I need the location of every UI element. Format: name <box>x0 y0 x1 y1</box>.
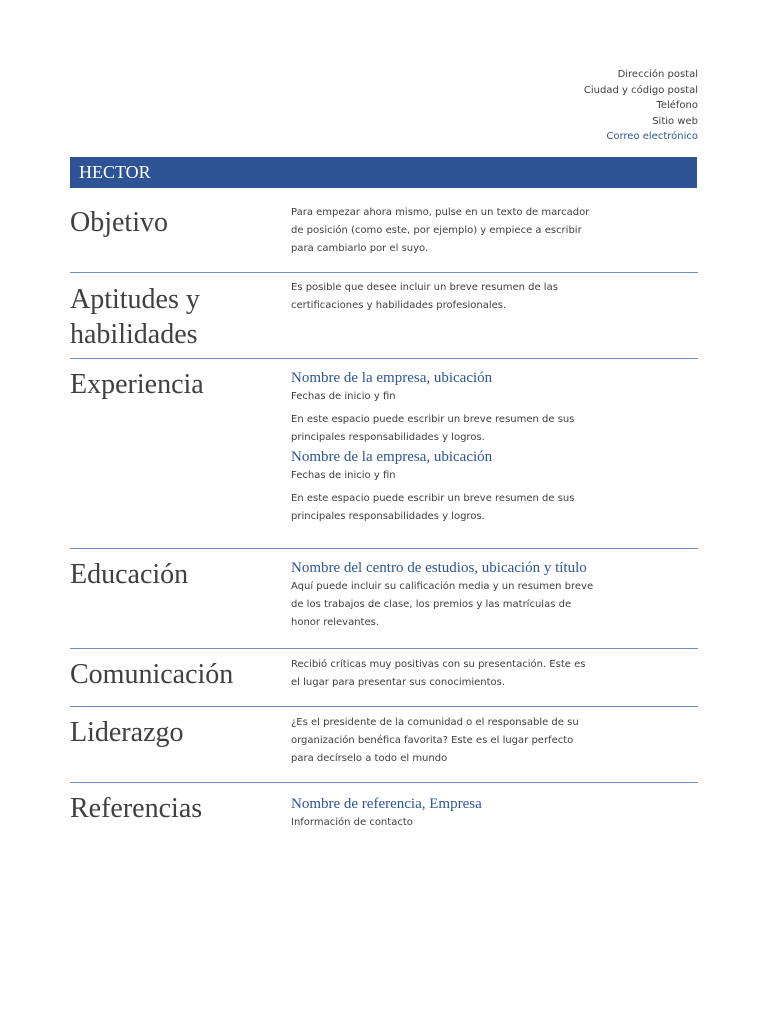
section-heading: Comunicación <box>70 659 234 690</box>
text-line: certificaciones y habilidades profesionales. <box>291 300 507 311</box>
phone: Teléfono <box>656 100 698 111</box>
text-line: principales responsabilidades y logros. <box>291 432 485 443</box>
website: Sitio web <box>652 115 698 127</box>
section-objective <box>70 205 698 273</box>
section-communication <box>70 657 698 707</box>
contact-block <box>584 67 698 145</box>
text-line: Aquí puede incluir su calificación media y un resumen breve <box>291 581 594 592</box>
section-heading: Referencias <box>70 793 203 824</box>
section-skills <box>70 282 698 359</box>
section-content <box>291 204 621 258</box>
section-content <box>291 368 621 526</box>
section-experience <box>70 367 698 549</box>
heading-line: habilidades <box>70 319 198 350</box>
text-line: principales responsabilidades y logros. <box>291 511 485 522</box>
text-line: ¿Es el presidente de la comunidad o el responsable de su <box>291 717 579 728</box>
section-references <box>70 791 698 841</box>
company-name: Nombre de la empresa, ubicación <box>291 449 493 465</box>
postal-address: Dirección postal <box>617 69 698 80</box>
text-line: Para empezar ahora mismo, pulse en un texto de marcador <box>291 207 590 218</box>
section-heading <box>70 282 280 352</box>
section-heading: Objetivo <box>70 207 168 238</box>
text-line: honor relevantes. <box>291 617 380 628</box>
section-heading: Experiencia <box>70 369 204 400</box>
email[interactable]: Correo electrónico <box>606 131 698 142</box>
text-line: organización benéfica favorita? Este es el lugar perfecto <box>291 735 574 746</box>
text-line: el lugar para presentar sus conocimientos. <box>291 677 506 688</box>
text-line: para cambiarlo por el suyo. <box>291 243 429 254</box>
text-line: Recibió críticas muy positivas con su presentación. Este es <box>291 659 586 670</box>
school-name: Nombre del centro de estudios, ubicación y título <box>291 560 587 576</box>
job-dates: Fechas de inicio y fin <box>291 470 396 481</box>
text-line: para decírselo a todo el mundo <box>291 753 448 764</box>
text-line: Es posible que desee incluir un breve resumen de las <box>291 282 558 293</box>
text-line: En este espacio puede escribir un breve resumen de sus <box>291 493 575 504</box>
section-content <box>291 714 621 768</box>
section-content <box>291 656 621 692</box>
section-content <box>291 794 621 832</box>
job-dates: Fechas de inicio y fin <box>291 391 396 402</box>
section-education <box>70 557 698 649</box>
city-postal-code: Ciudad y código postal <box>583 84 698 96</box>
name-banner <box>70 157 697 188</box>
section-heading: Educación <box>70 559 189 590</box>
heading-line: Aptitudes y <box>70 284 200 315</box>
company-name: Nombre de la empresa, ubicación <box>291 370 493 386</box>
section-leadership <box>70 715 698 783</box>
reference-contact: Información de contacto <box>291 817 413 828</box>
text-line: de los trabajos de clase, los premios y las matrículas de <box>291 599 572 610</box>
text-line: En este espacio puede escribir un breve resumen de sus <box>291 414 575 425</box>
reference-name: Nombre de referencia, Empresa <box>291 796 482 812</box>
section-content <box>291 279 621 315</box>
section-heading: Liderazgo <box>70 717 184 748</box>
candidate-name: HECTOR <box>79 162 151 182</box>
section-content <box>291 558 621 632</box>
text-line: de posición (como este, por ejemplo) y empiece a escribir <box>291 225 582 236</box>
